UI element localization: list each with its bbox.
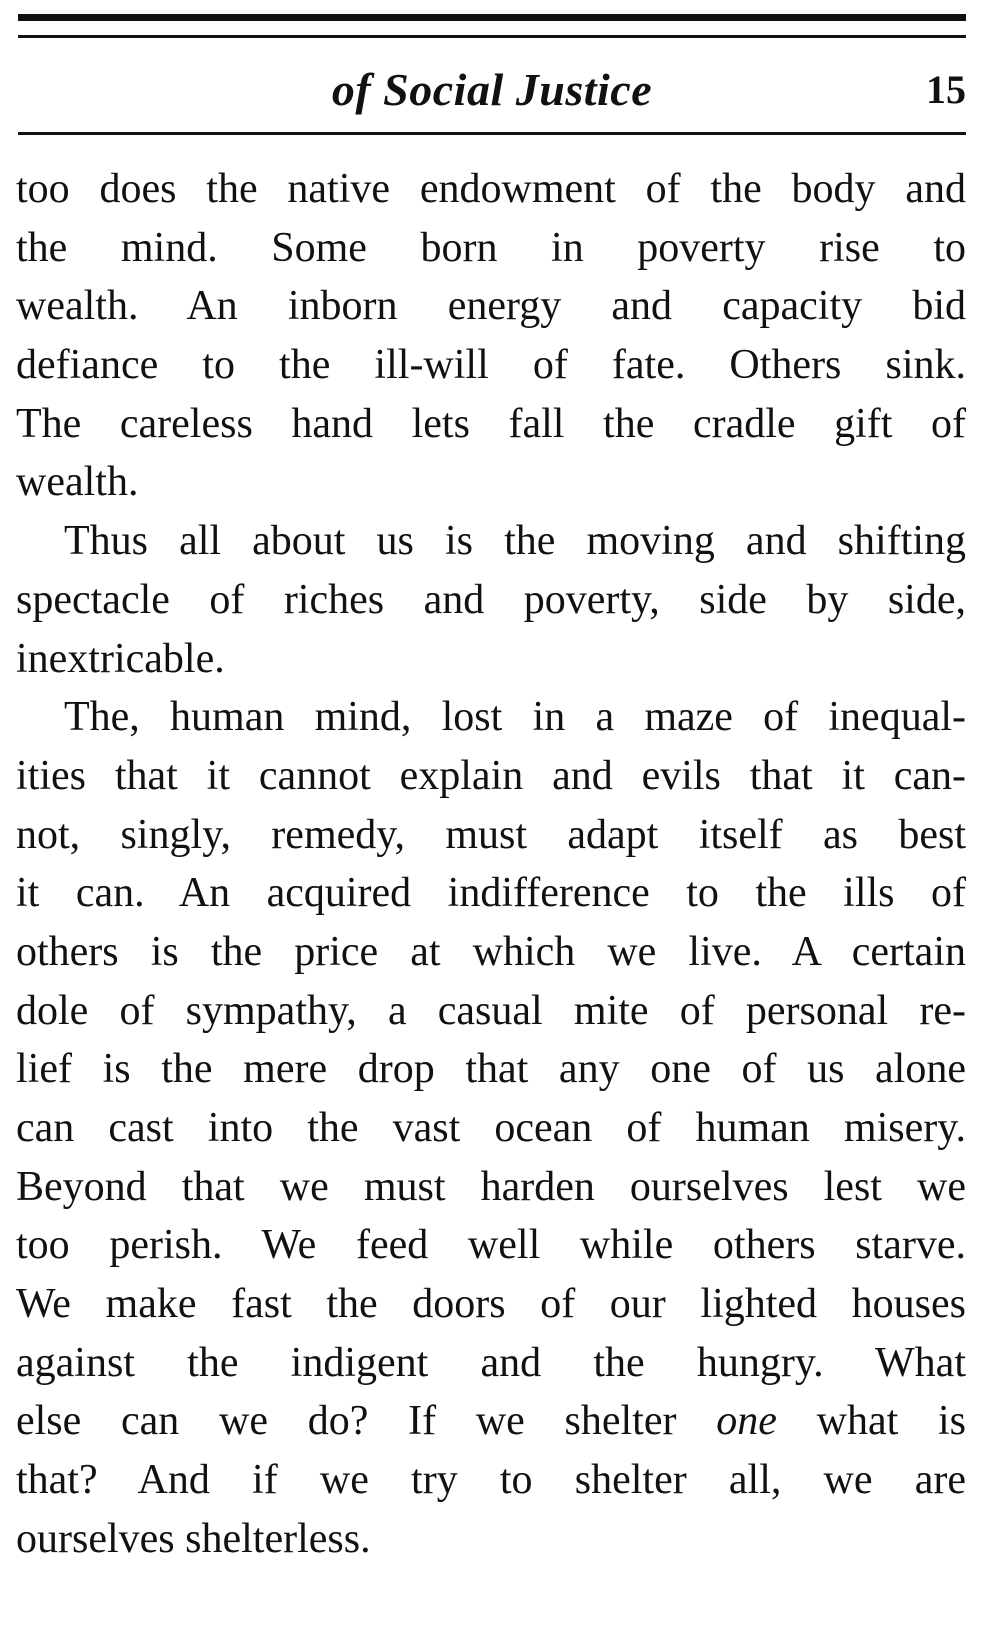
running-title: of Social Justice — [331, 64, 653, 115]
text-line: others is the price at which we live. A certain — [16, 928, 966, 975]
header-rule — [18, 132, 966, 135]
text-line: The, human mind, lost in a maze of inequal- — [64, 694, 966, 741]
text-line: against the indigent and the hungry. What — [16, 1339, 966, 1386]
text-line: dole of sympathy, a casual mite of personal re- — [16, 987, 966, 1034]
text-line: not, singly, remedy, must adapt itself as best — [16, 811, 966, 858]
top-border-thick-rule — [18, 14, 966, 21]
text-fragment: If we shelter — [408, 1398, 677, 1445]
text-fragment: else can we do? — [16, 1398, 369, 1445]
text-line: that? And if we try to shelter all, we are — [16, 1457, 966, 1504]
running-head — [18, 62, 966, 118]
text-line: ourselves shelterless. — [16, 1515, 371, 1562]
text-line: wealth. An inborn energy and capacity bid — [16, 283, 966, 330]
text-line: defiance to the ill-will of fate. Others sink. — [16, 342, 966, 389]
text-line: inextricable. — [16, 635, 225, 682]
text-line: can cast into the vast ocean of human misery. — [16, 1105, 966, 1151]
text-line: Beyond that we must harden ourselves lest we — [16, 1163, 966, 1210]
text-line: We make fast the doors of our lighted houses — [16, 1281, 966, 1328]
text-line: too perish. We feed well while others starve. — [16, 1222, 966, 1269]
text-line: ities that it cannot explain and evils that it can- — [16, 752, 966, 799]
text-line: Thus all about us is the moving and shifting — [64, 518, 966, 565]
text-line: it can. An acquired indifference to the ills of — [16, 870, 966, 917]
body-text — [16, 160, 966, 1569]
text-line — [16, 1392, 966, 1451]
text-fragment: what is — [816, 1398, 966, 1445]
text-line: lief is the mere drop that any one of us alone — [16, 1046, 966, 1093]
text-line: too does the native endowment of the body and — [16, 166, 966, 212]
italic-word: one — [716, 1398, 777, 1445]
text-line: spectacle of riches and poverty, side by side, — [16, 576, 966, 623]
text-line: wealth. — [16, 459, 139, 506]
text-line: The careless hand lets fall the cradle gift of — [16, 400, 966, 447]
page-number: 15 — [926, 67, 966, 112]
text-line: the mind. Some born in poverty rise to — [16, 224, 966, 271]
top-border-thin-rule — [18, 35, 966, 38]
